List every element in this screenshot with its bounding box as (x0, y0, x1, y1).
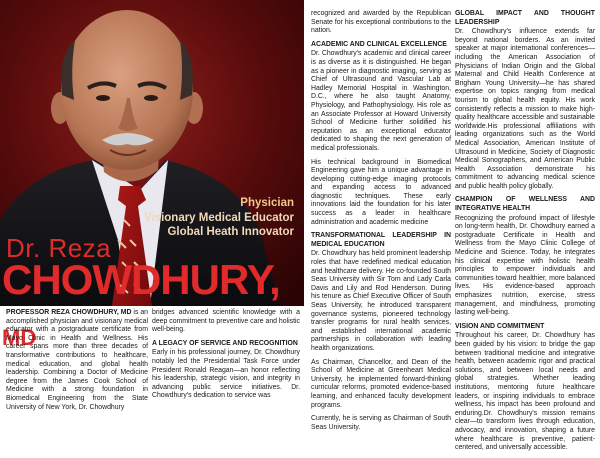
legacy-continued: recognized and awarded by the Republican Senate for his exceptional contributions to the nation. (311, 10, 451, 35)
transformational-paragraph-2: As Chairman, Chancellor, and Dean of the School of Medicine at Greenheart Medical University, he implemented forward-thinking curricular reforms, promoted evidence-based learning, and enhanced faculty development programs. (311, 358, 451, 409)
intro-continued: bridges advanced scientific knowledge with a deep commitment to preventive care and holistic well-being. (152, 309, 300, 334)
column-4 (455, 10, 595, 458)
academic-paragraph-1: Dr. Chowdhury's academic and clinical career is as diverse as it is distinguished. He began as a pioneer in diagnostic imaging, serving as Chief of Ultrasound and Vascular Lab at Hadley Memorial Hospital in Washington, D.C., where he also taught Anatomy, Physiology, and Pathophysiology. His role as an Associate Professor at Howard University School of Medicine further solidified his reputation as an exceptional educator dedicated to shaping the next generation of medical professionals. (311, 50, 451, 152)
role-list (144, 196, 294, 240)
transformational-paragraph-3: Currently, he is serving as Chairman of South Seas University. (311, 415, 451, 431)
name-last: CHOWDHURY, (2, 256, 280, 303)
academic-heading: ACADEMIC AND CLINICAL EXCELLENCE (311, 40, 447, 48)
intro-text: is an accomplished physician and visionary medical educator with a postgraduate certificate from Mayo Clinic in Health and Wellness. His career spans more than three decades of transformative contributions to healthcare, medical education, and global health leadership. Combining a Doctor of Medicine degree from the James Cook School of Medicine with a strong foundation in Biomedical Engineering from the State University of New York, Dr. Chowdhury (6, 309, 148, 411)
vision-heading: VISION AND COMMITMENT (455, 322, 545, 330)
global-heading: GLOBAL IMPACT AND THOUGHT LEADERSHIP (455, 10, 595, 26)
column-2 (152, 309, 300, 406)
vision-text: Throughout his career, Dr. Chowdhury has been guided by his vision: to bridge the gap between traditional medicine and integrative health, between academic rigor and practical solutions, and between local needs and global strategies. Whether leading institutions, mentoring future healthcare leaders, or inspiring individuals to embrace wellness, his impact has been profound and enduring.Dr. Chowdhury's mission remains clear—to transform lives through education, advocacy, and innovation, shaping a future where healthcare is preventive, patient-centered, and universally accessible. (455, 332, 595, 452)
transformational-heading: TRANSFORMATIONAL LEADERSHIP IN MEDICAL EDUCATION (311, 232, 451, 248)
legacy-heading: A LEGACY OF SERVICE AND RECOGNITION (152, 339, 298, 347)
legacy-text: Early in his professional journey, Dr. Chowdhury notably led the Presidential Task Force under President Ronald Reagan—an honor reflecting his leadership, strategic vision, and integrity in advancing public service initiatives. Dr. Chowdhury's dedication to service was (152, 349, 300, 400)
name-prefix: Dr. Reza (6, 233, 112, 263)
intro-paragraph (6, 309, 148, 412)
intro-lead: PROFESSOR REZA CHOWDHURY, MD (6, 309, 132, 316)
role-educator: Visionary Medical Educator (144, 211, 294, 224)
champion-heading: CHAMPION OF WELLNESS AND INTEGRATIVE HEALTH (455, 196, 595, 213)
academic-paragraph-2: His technical background in Biomedical Engineering gave him a unique advantage in developing cutting-edge imaging protocols and expanding access to advanced diagnostic techniques. These early innovations laid the foundation for his later success as a leader in healthcare administration and academic medicine (311, 158, 451, 226)
role-innovator: Global Heath Innovator (167, 226, 294, 238)
name-suffix: MD (2, 325, 37, 350)
transformational-paragraph-1: Dr. Chowdhury has held prominent leadership roles that have redefined medical education and healthcare delivery. He co-founded South Seas University with Sir Tom and Lady Carla Davis and Lily and Rod Henderson. During his tenure as Chief Executive Officer of South Seas University, he introduced transparent governance systems, pioneered technology transfer programs for rural health services, and established international academic partnerships in collaboration with leading health organizations. (311, 250, 451, 352)
role-physician: Physician (240, 197, 294, 209)
column-3 (311, 10, 451, 437)
global-text: Dr. Chowdhury's influence extends far beyond national borders. As an invited speaker at major international conferences—including the American Association of Physicians of Indian Origin and the Global Maternal and Child Health Conference at Brigham Young University—he has shared expertise on topics ranging from medical tourism to global health equity. His work consistently reflects a mission to make high-quality healthcare accessible and sustainable worldwide.His professional affiliations with leading organizations such as the World Medical Association, American Institute of Ultrasound in Medicine, Society of Diagnostic Medical Sonographers, and American Public Health Association demonstrate his commitment to advancing medical science and public health policy globally. (455, 28, 595, 190)
column-1 (6, 309, 148, 417)
champion-text: Recognizing the profound impact of lifestyle on long-term health, Dr. Chowdhury earned a postgraduate Certificate in Health and Wellness from the Mayo Clinic College of Medicine and Science. Today, he integrates his clinical expertise with holistic health principles to empower individuals and communities toward healthier, more balanced lives. His evidence-based approach emphasizes nutrition, exercise, stress management, and mindfulness, promoting lasting well-being. (455, 214, 595, 317)
